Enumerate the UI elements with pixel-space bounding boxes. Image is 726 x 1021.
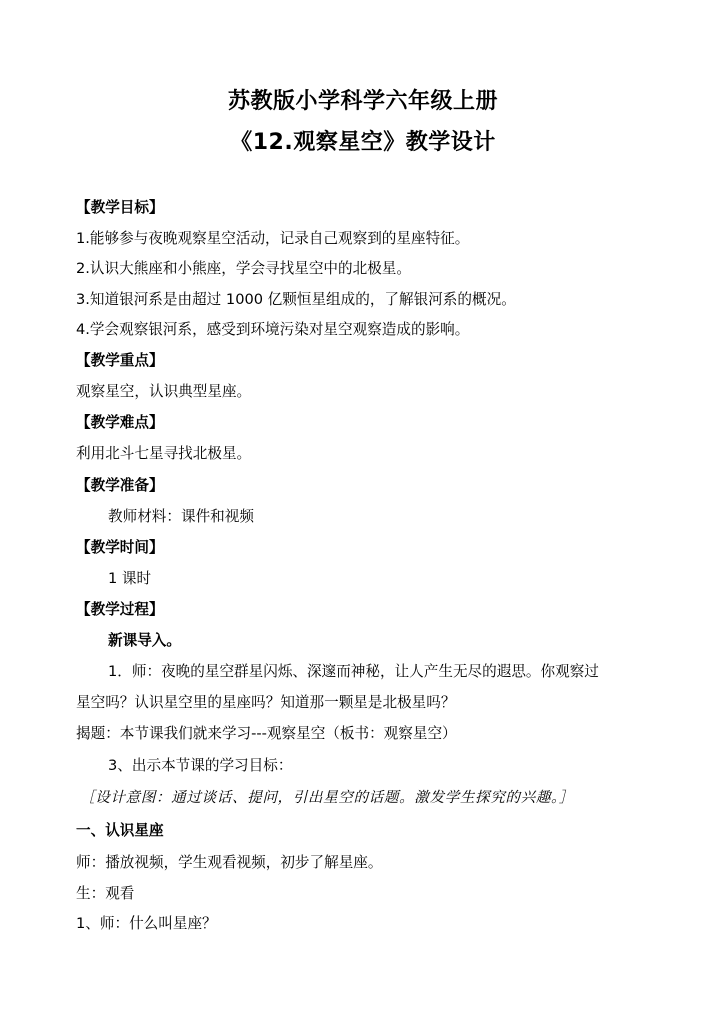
part1-line2: 生：观看	[76, 885, 135, 902]
reveal-text: 揭题：本节课我们就来学习---观察星空（板书：观察星空）	[76, 725, 457, 742]
goal-item-3: 3.知道银河系是由超过 1000 亿颗恒星组成的，了解银河系的概况。	[76, 291, 516, 308]
time-text: 1 课时	[108, 570, 152, 587]
time-heading: 【教学时间】	[76, 539, 164, 556]
intro-paragraph-line2: 星空吗？认识星空里的星座吗？知道那一颗星是北极星吗？	[76, 694, 456, 711]
part1-line1: 师：播放视频，学生观看视频，初步了解星座。	[76, 854, 383, 871]
prep-heading: 【教学准备】	[76, 477, 164, 494]
goal-item-1: 1.能够参与夜晚观察星空活动，记录自己观察到的星座特征。	[76, 230, 470, 247]
goals-heading: 【教学目标】	[76, 199, 164, 216]
key-heading: 【教学重点】	[76, 352, 164, 369]
goal-item-4: 4.学会观察银河系，感受到环境污染对星空观察造成的影响。	[76, 321, 470, 338]
document-title-line2: 《12.观察星空》教学设计	[230, 130, 496, 155]
design-note: ［设计意图：通过谈话、提问，引出星空的话题。激发学生探究的兴趣。］	[80, 789, 575, 806]
difficulty-heading: 【教学难点】	[76, 414, 164, 431]
prep-text: 教师材料：课件和视频	[108, 508, 254, 525]
goal-item-2: 2.认识大熊座和小熊座，学会寻找星空中的北极星。	[76, 260, 411, 277]
key-text: 观察星空，认识典型星座。	[76, 383, 252, 400]
document-title-line1: 苏教版小学科学六年级上册	[227, 89, 498, 114]
process-heading: 【教学过程】	[76, 601, 164, 618]
part1-line3: 1、师：什么叫星座？	[76, 915, 217, 932]
part1-heading: 一、认识星座	[76, 822, 164, 839]
difficulty-text: 利用北斗七星寻找北极星。	[76, 445, 252, 462]
show-goals-text: 3、出示本节课的学习目标：	[108, 757, 293, 774]
intro-paragraph-line1: 1．师：夜晚的星空群星闪烁、深邃而神秘，让人产生无尽的遐思。你观察过	[108, 663, 599, 680]
intro-heading: 新课导入。	[108, 632, 181, 649]
